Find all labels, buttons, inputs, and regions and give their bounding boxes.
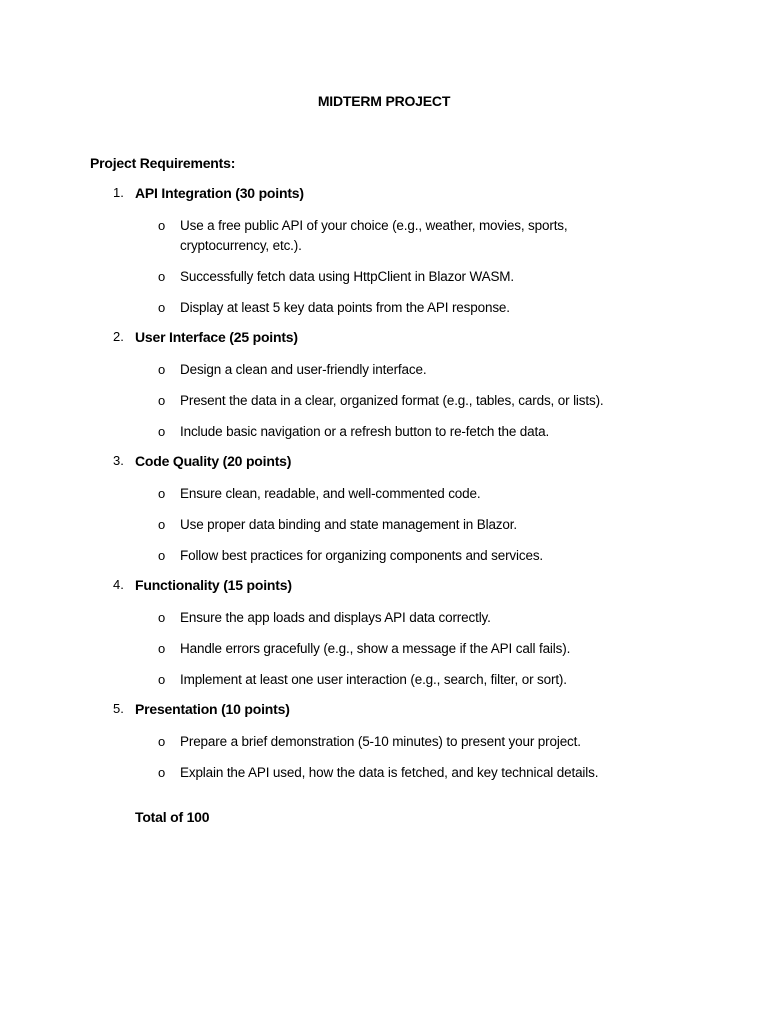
detail-text: Use a free public API of your choice (e.g., weather, movies, sports, cryptocurrency, etc.).: [180, 218, 568, 253]
detail-item: [0, 670, 768, 690]
detail-item: [0, 422, 768, 442]
requirement-item: [0, 185, 768, 318]
detail-text: Explain the API used, how the data is fetched, and key technical details.: [180, 765, 599, 780]
requirement-item: [0, 453, 768, 566]
detail-text: Ensure the app loads and displays API data correctly.: [180, 610, 491, 625]
bullet-icon: o: [158, 300, 166, 315]
bullet-icon: o: [158, 610, 166, 625]
requirement-heading: [0, 185, 768, 216]
bullet-icon: o: [158, 641, 166, 656]
detail-item: [0, 732, 768, 752]
detail-text: Handle errors gracefully (e.g., show a message if the API call fails).: [180, 641, 571, 656]
requirement-number: 3.: [113, 453, 124, 468]
requirement-details: [0, 484, 768, 566]
detail-item: [0, 608, 768, 628]
bullet-icon: o: [158, 672, 166, 687]
detail-text: Include basic navigation or a refresh button to re-fetch the data.: [180, 424, 550, 439]
requirement-title: Presentation (10 points): [135, 701, 290, 717]
bullet-icon: o: [158, 486, 166, 501]
detail-item: [0, 216, 768, 256]
requirement-item: [0, 701, 768, 783]
bullet-icon: o: [158, 362, 166, 377]
detail-text: Follow best practices for organizing components and services.: [180, 548, 544, 563]
requirement-details: [0, 608, 768, 690]
detail-item: [0, 298, 768, 318]
detail-item: [0, 639, 768, 659]
requirement-title: Functionality (15 points): [135, 577, 292, 593]
bullet-icon: o: [158, 517, 166, 532]
detail-text: Prepare a brief demonstration (5-10 minutes) to present your project.: [180, 734, 581, 749]
requirement-number: 2.: [113, 329, 124, 344]
requirement-details: [0, 216, 768, 318]
bullet-icon: o: [158, 269, 166, 284]
requirement-number: 5.: [113, 701, 124, 716]
requirement-heading: [0, 329, 768, 360]
bullet-icon: o: [158, 218, 166, 233]
page-title: MIDTERM PROJECT: [317, 93, 451, 109]
bullet-icon: o: [158, 424, 166, 439]
bullet-icon: o: [158, 548, 166, 563]
detail-item: [0, 515, 768, 535]
total-points: Total of 100: [135, 809, 210, 825]
requirement-details: [0, 732, 768, 783]
detail-text: Ensure clean, readable, and well-commented code.: [180, 486, 481, 501]
requirements-list: [0, 185, 768, 794]
requirement-item: [0, 329, 768, 442]
detail-text: Design a clean and user-friendly interface.: [180, 362, 427, 377]
requirement-heading: [0, 701, 768, 732]
section-heading: Project Requirements:: [90, 155, 236, 171]
detail-item: [0, 360, 768, 380]
detail-text: Successfully fetch data using HttpClient in Blazor WASM.: [180, 269, 514, 284]
detail-text: Implement at least one user interaction (e.g., search, filter, or sort).: [180, 672, 567, 687]
requirement-title: Code Quality (20 points): [135, 453, 292, 469]
detail-text: Display at least 5 key data points from the API response.: [180, 300, 510, 315]
detail-item: [0, 546, 768, 566]
requirement-heading: [0, 577, 768, 608]
requirement-details: [0, 360, 768, 442]
detail-item: [0, 763, 768, 783]
bullet-icon: o: [158, 393, 166, 408]
bullet-icon: o: [158, 734, 166, 749]
requirement-item: [0, 577, 768, 690]
requirement-number: 1.: [113, 185, 124, 200]
detail-text: Present the data in a clear, organized format (e.g., tables, cards, or lists).: [180, 393, 604, 408]
requirement-number: 4.: [113, 577, 124, 592]
requirement-title: User Interface (25 points): [135, 329, 298, 345]
detail-text: Use proper data binding and state management in Blazor.: [180, 517, 517, 532]
requirement-title: API Integration (30 points): [135, 185, 304, 201]
detail-item: [0, 267, 768, 287]
detail-item: [0, 484, 768, 504]
requirement-heading: [0, 453, 768, 484]
detail-item: [0, 391, 768, 411]
bullet-icon: o: [158, 765, 166, 780]
